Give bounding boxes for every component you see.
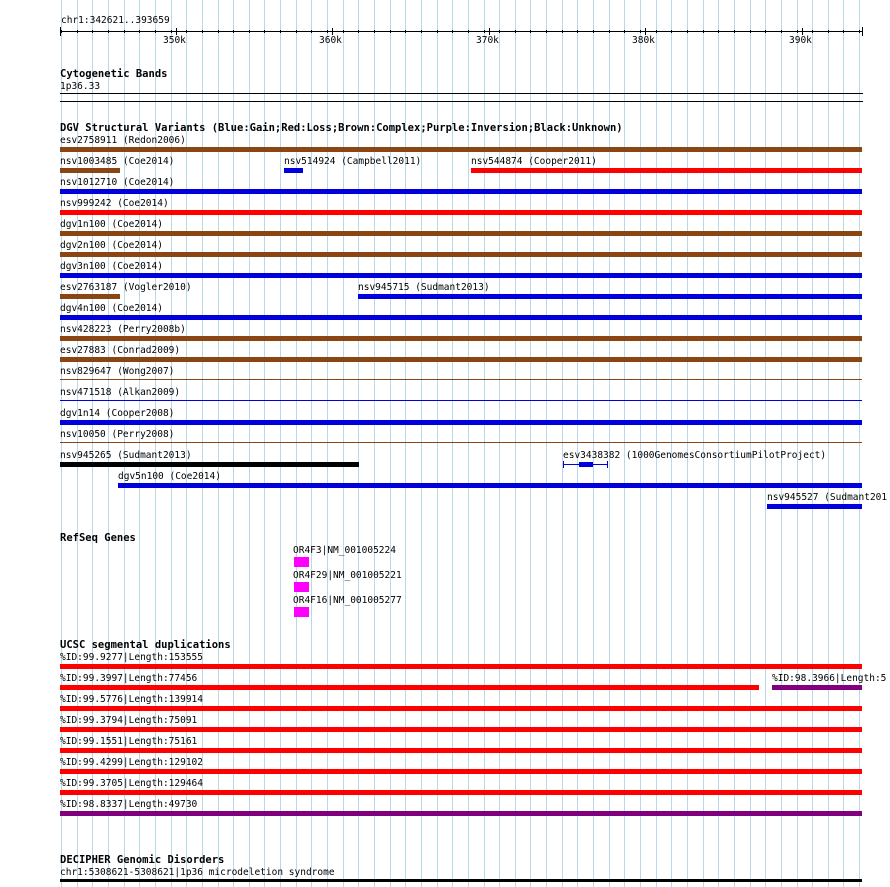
- ruler-minor-tick: [155, 30, 156, 33]
- refseq-gene-block[interactable]: [294, 607, 309, 617]
- dgv-feature-label[interactable]: nsv471518 (Alkan2009): [60, 387, 181, 398]
- dgv-feature-bar[interactable]: [60, 252, 862, 257]
- refseq-gene-label[interactable]: OR4F29|NM_001005221: [293, 570, 402, 581]
- dgv-feature-label[interactable]: dgv4n100 (Coe2014): [60, 303, 163, 314]
- ruler-minor-tick: [405, 30, 406, 33]
- ruler-minor-tick: [859, 30, 860, 33]
- dgv-feature-bar[interactable]: [60, 189, 862, 194]
- dgv-feature-label[interactable]: nsv945527 (Sudmant201: [767, 492, 888, 503]
- dgv-feature-label[interactable]: dgv3n100 (Coe2014): [60, 261, 163, 272]
- ruler-minor-tick: [609, 30, 610, 33]
- ruler-minor-tick: [264, 30, 265, 33]
- dgv-whisker-cap-left: [563, 461, 564, 468]
- ruler-minor-tick: [546, 30, 547, 33]
- segdup-feature-bar[interactable]: [60, 748, 862, 753]
- dgv-feature-bar[interactable]: [60, 168, 120, 173]
- dgv-feature-label[interactable]: dgv1n100 (Coe2014): [60, 219, 163, 230]
- refseq-gene-block[interactable]: [294, 557, 309, 567]
- grid-line: [640, 0, 641, 887]
- ruler-minor-tick: [828, 30, 829, 33]
- decipher-feature-bar[interactable]: [60, 879, 862, 882]
- ruler-major-tick: [489, 28, 490, 35]
- dgv-feature-label[interactable]: nsv945265 (Sudmant2013): [60, 450, 192, 461]
- ruler-minor-tick: [374, 30, 375, 33]
- dgv-feature-bar[interactable]: [284, 168, 303, 173]
- cytoband-box-bottom: [60, 101, 863, 102]
- ruler-minor-tick: [843, 30, 844, 33]
- ruler-minor-tick: [280, 30, 281, 33]
- grid-line: [843, 0, 844, 887]
- dgv-feature-bar[interactable]: [60, 357, 862, 362]
- segdup-feature-label[interactable]: %ID:99.1551|Length:75161: [60, 736, 198, 747]
- dgv-feature-bar[interactable]: [60, 420, 862, 425]
- ruler-minor-tick: [311, 30, 312, 33]
- grid-line: [671, 0, 672, 887]
- ruler-region-label: chr1:342621..393659: [61, 15, 170, 26]
- segdup-feature-bar[interactable]: [60, 685, 759, 690]
- segdup-feature-label[interactable]: %ID:98.8337|Length:49730: [60, 799, 198, 810]
- ruler-minor-tick: [186, 30, 187, 33]
- ruler-minor-tick: [562, 30, 563, 33]
- ruler-minor-tick: [249, 30, 250, 33]
- dgv-feature-whisker: [563, 464, 608, 465]
- dgv-feature-label[interactable]: esv2758911 (Redon2006): [60, 135, 186, 146]
- grid-line: [828, 0, 829, 887]
- ruler-minor-tick: [530, 30, 531, 33]
- ruler-minor-tick: [61, 30, 62, 33]
- dgv-feature-bar[interactable]: [60, 400, 862, 401]
- ruler-minor-tick: [781, 30, 782, 33]
- grid-line: [718, 0, 719, 887]
- dgv-feature-label[interactable]: nsv10050 (Perry2008): [60, 429, 175, 440]
- dgv-feature-bar[interactable]: [471, 168, 862, 173]
- ruler-minor-tick: [515, 30, 516, 33]
- dgv-feature-label[interactable]: nsv945715 (Sudmant2013): [358, 282, 490, 293]
- ruler-major-tick: [645, 28, 646, 35]
- segdup-feature-bar[interactable]: [60, 769, 862, 774]
- grid-line: [812, 0, 813, 887]
- dgv-feature-bar[interactable]: [767, 504, 862, 509]
- ruler-minor-tick: [139, 30, 140, 33]
- ruler-minor-tick: [437, 30, 438, 33]
- grid-line: [703, 0, 704, 887]
- dgv-feature-bar[interactable]: [60, 294, 120, 299]
- dgv-feature-label[interactable]: nsv829647 (Wong2007): [60, 366, 175, 377]
- grid-line: [859, 0, 860, 887]
- segdup-track-title[interactable]: UCSC segmental duplications: [60, 639, 231, 651]
- ruler-tick-label: 350k: [163, 35, 186, 46]
- dgv-feature-bar[interactable]: [60, 273, 862, 278]
- cytoband-label[interactable]: 1p36.33: [60, 81, 101, 92]
- dgv-feature-bar[interactable]: [60, 210, 862, 215]
- dgv-feature-bar[interactable]: [60, 442, 862, 443]
- ruler-minor-tick: [499, 30, 500, 33]
- ruler-minor-tick: [390, 30, 391, 33]
- dgv-feature-label[interactable]: dgv5n100 (Coe2014): [118, 471, 221, 482]
- ruler-minor-tick: [812, 30, 813, 33]
- ruler-minor-tick: [171, 30, 172, 33]
- ruler-minor-tick: [718, 30, 719, 33]
- dgv-feature-label[interactable]: dgv2n100 (Coe2014): [60, 240, 163, 251]
- ruler-minor-tick: [671, 30, 672, 33]
- ruler-minor-tick: [108, 30, 109, 33]
- ruler-minor-tick: [468, 30, 469, 33]
- ruler-minor-tick: [296, 30, 297, 33]
- ruler-tick-label: 380k: [632, 35, 655, 46]
- dgv-feature-bar[interactable]: [60, 315, 862, 320]
- dgv-whisker-cap-right: [607, 461, 608, 468]
- dgv-feature-label[interactable]: nsv544874 (Cooper2011): [471, 156, 597, 167]
- ruler-minor-tick: [202, 30, 203, 33]
- dgv-feature-label[interactable]: esv2763187 (Vogler2010): [60, 282, 192, 293]
- dgv-feature-label[interactable]: nsv1012710 (Coe2014): [60, 177, 175, 188]
- dgv-feature-label[interactable]: dgv1n14 (Cooper2008): [60, 408, 175, 419]
- ruler-right-end: [862, 27, 863, 36]
- grid-line: [765, 0, 766, 887]
- dgv-feature-bar[interactable]: [60, 336, 862, 341]
- ruler-axis: [60, 31, 863, 32]
- dgv-feature-label[interactable]: nsv428223 (Perry2008b): [60, 324, 186, 335]
- refseq-track-title[interactable]: RefSeq Genes: [60, 532, 136, 544]
- dgv-feature-label[interactable]: nsv1003485 (Coe2014): [60, 156, 175, 167]
- segdup-feature-bar[interactable]: [60, 664, 862, 669]
- grid-line: [624, 0, 625, 887]
- dgv-feature-bar[interactable]: [60, 379, 862, 380]
- ruler-minor-tick: [593, 30, 594, 33]
- ruler-minor-tick: [218, 30, 219, 33]
- ruler-minor-tick: [734, 30, 735, 33]
- ruler-minor-tick: [452, 30, 453, 33]
- segdup-feature-bar[interactable]: [60, 706, 862, 711]
- grid-line: [734, 0, 735, 887]
- segdup-feature-bar[interactable]: [60, 790, 862, 795]
- ruler-minor-tick: [77, 30, 78, 33]
- dgv-feature-label[interactable]: nsv514924 (Campbell2011): [284, 156, 422, 167]
- segdup-feature-bar[interactable]: [60, 811, 862, 816]
- refseq-gene-label[interactable]: OR4F16|NM_001005277: [293, 595, 402, 606]
- dgv-feature-bar[interactable]: [358, 294, 862, 299]
- segdup-feature-bar[interactable]: [772, 685, 862, 690]
- ruler-major-tick: [176, 28, 177, 35]
- ruler-minor-tick: [327, 30, 328, 33]
- segdup-feature-label[interactable]: %ID:99.3794|Length:75091: [60, 715, 198, 726]
- segdup-feature-bar[interactable]: [60, 727, 862, 732]
- grid-line: [687, 0, 688, 887]
- dgv-feature-bar[interactable]: [60, 231, 862, 236]
- ruler-minor-tick: [343, 30, 344, 33]
- segdup-feature-label[interactable]: %ID:99.4299|Length:129102: [60, 757, 203, 768]
- dgv-feature-label[interactable]: esv3438382 (1000GenomesConsortiumPilotProject): [563, 450, 827, 461]
- refseq-gene-label[interactable]: OR4F3|NM_001005224: [293, 545, 396, 556]
- refseq-gene-block[interactable]: [294, 582, 309, 592]
- grid-line: [797, 0, 798, 887]
- ruler-major-tick: [802, 28, 803, 35]
- decipher-track-title[interactable]: DECIPHER Genomic Disorders: [60, 854, 225, 866]
- grid-line: [781, 0, 782, 887]
- ruler-minor-tick: [640, 30, 641, 33]
- decipher-feature-label[interactable]: chr1:5308621-5308621|1p36 microdeletion syndrome: [60, 867, 335, 878]
- ruler-minor-tick: [421, 30, 422, 33]
- ruler-minor-tick: [92, 30, 93, 33]
- ruler-minor-tick: [358, 30, 359, 33]
- ruler-minor-tick: [765, 30, 766, 33]
- dgv-feature-label[interactable]: nsv999242 (Coe2014): [60, 198, 169, 209]
- ruler-tick-label: 370k: [476, 35, 499, 46]
- segdup-feature-label[interactable]: %ID:99.5776|Length:139914: [60, 694, 203, 705]
- dgv-track-title[interactable]: DGV Structural Variants (Blue:Gain;Red:Loss;Brown:Complex;Purple:Inversion;Black:Unknown): [60, 122, 623, 134]
- ruler-minor-tick: [687, 30, 688, 33]
- ruler-minor-tick: [750, 30, 751, 33]
- ruler-major-tick: [332, 28, 333, 35]
- grid-line: [656, 0, 657, 887]
- ruler-minor-tick: [703, 30, 704, 33]
- segdup-feature-label[interactable]: %ID:99.3997|Length:77456: [60, 673, 198, 684]
- dgv-feature-label[interactable]: esv27883 (Conrad2009): [60, 345, 181, 356]
- dgv-feature-bar[interactable]: [60, 462, 359, 467]
- ruler-minor-tick: [624, 30, 625, 33]
- ruler-minor-tick: [233, 30, 234, 33]
- segdup-feature-label[interactable]: %ID:98.3966|Length:5: [772, 673, 887, 684]
- ruler-tick-label: 390k: [789, 35, 812, 46]
- segdup-feature-label[interactable]: %ID:99.3705|Length:129464: [60, 778, 203, 789]
- segdup-feature-label[interactable]: %ID:99.9277|Length:153555: [60, 652, 203, 663]
- ruler-tick-label: 360k: [319, 35, 342, 46]
- grid-line: [750, 0, 751, 887]
- cytoband-box-top: [60, 93, 863, 94]
- cytoband-track-title[interactable]: Cytogenetic Bands: [60, 68, 168, 80]
- ruler-minor-tick: [484, 30, 485, 33]
- dgv-feature-bar[interactable]: [118, 483, 862, 488]
- ruler-minor-tick: [577, 30, 578, 33]
- ruler-minor-tick: [656, 30, 657, 33]
- ruler-minor-tick: [124, 30, 125, 33]
- ruler-minor-tick: [797, 30, 798, 33]
- dgv-feature-bar[interactable]: [60, 147, 862, 152]
